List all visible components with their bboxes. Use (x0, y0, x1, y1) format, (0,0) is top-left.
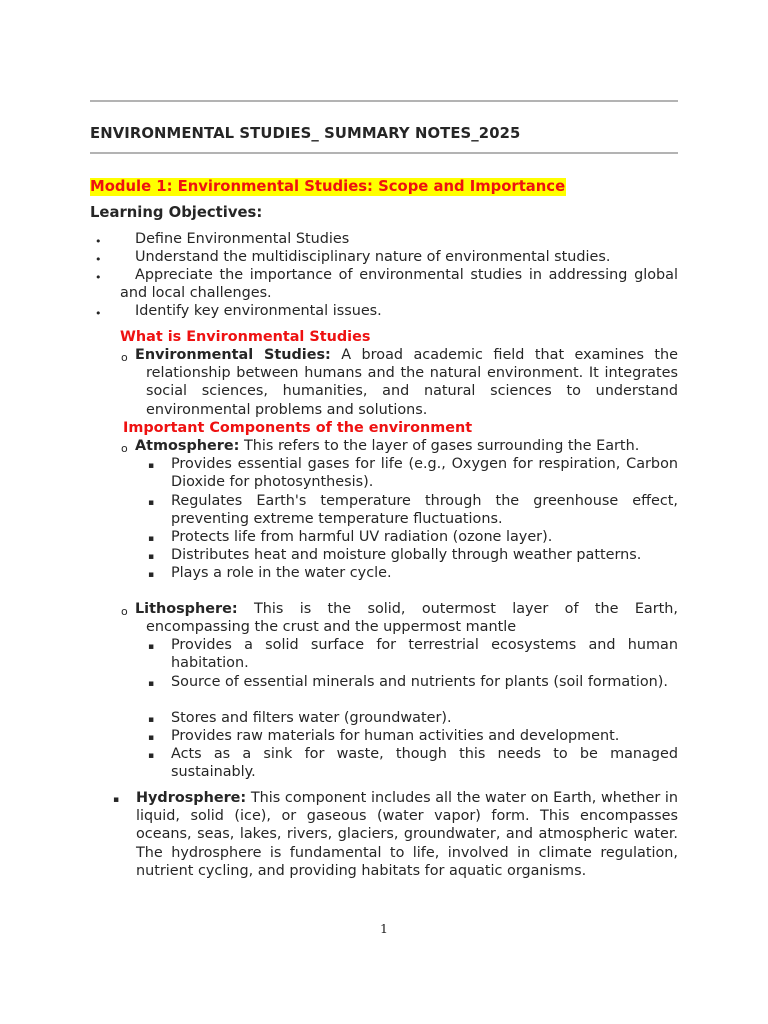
square-bullet-marker: ▪ (148, 570, 155, 580)
lithosphere-point: Provides a solid surface for terrestrial ecosystems and human habitation. (171, 637, 678, 672)
bullet-marker: • (95, 307, 102, 320)
square-bullet-marker: ▪ (148, 498, 155, 508)
atmosphere-point: Distributes heat and moisture globally through weather patterns. (171, 547, 642, 563)
lithosphere-point: Acts as a sink for waste, though this needs to be managed sustainably. (171, 746, 678, 781)
title-divider (90, 152, 678, 154)
lithosphere-description: This is the solid, outermost layer of the Earth, encompassing the crust and the uppermost mantle (146, 601, 678, 636)
square-bullet-marker: ▪ (148, 715, 155, 725)
circle-bullet-marker: o (121, 605, 128, 618)
atmosphere-item (135, 437, 678, 455)
section-heading-what-is: What is Environmental Studies (120, 329, 371, 345)
definition-item (135, 346, 678, 419)
definition-text: A broad academic field that examines the relationship between humans and the natural environment. It integrates social sciences, humanities, and natural sciences to understand environmental problems and solutions. (146, 347, 678, 418)
lithosphere-point: Stores and filters water (groundwater). (171, 710, 452, 726)
square-bullet-marker: ▪ (148, 733, 155, 743)
section-heading-components: Important Components of the environment (123, 420, 473, 436)
square-bullet-marker: ▪ (148, 534, 155, 544)
lithosphere-point: Provides raw materials for human activities and development. (171, 728, 620, 744)
square-bullet-marker: ▪ (148, 552, 155, 562)
hydrosphere-item (136, 789, 678, 880)
objective-item: Appreciate the importance of environmental studies in addressing global and local challenges. (120, 267, 678, 302)
square-bullet-marker: ▪ (148, 461, 155, 471)
atmosphere-point: Protects life from harmful UV radiation (ozone layer). (171, 529, 553, 545)
atmosphere-point: Plays a role in the water cycle. (171, 565, 392, 581)
objectives-heading: Learning Objectives: (90, 204, 263, 221)
circle-bullet-marker: o (121, 442, 128, 455)
atmosphere-point: Provides essential gases for life (e.g., Oxygen for respiration, Carbon Dioxide for photosynthesis). (171, 456, 678, 491)
bullet-marker: • (95, 235, 102, 248)
lithosphere-item (135, 600, 678, 636)
term-label: Environmental Studies: (135, 347, 331, 363)
bullet-marker: • (95, 253, 102, 266)
circle-bullet-marker: o (121, 351, 128, 364)
atmosphere-point: Regulates Earth's temperature through the greenhouse effect, preventing extreme temperature fluctuations. (171, 493, 678, 528)
hydrosphere-description: This component includes all the water on Earth, whether in liquid, solid (ice), or gaseous (water vapor) form. This encompasses oceans, seas, lakes, rivers, glaciers, groundwater, and atmospheric water. The hydrosphere is fundamental to life, involved in climate regulation, nutrient cycling, and providing habitats for aquatic organisms. (136, 790, 679, 879)
page-number: 1 (380, 921, 388, 936)
term-label: Atmosphere: (135, 438, 240, 454)
top-divider (90, 100, 678, 102)
objective-item: Define Environmental Studies (135, 231, 350, 247)
term-label: Hydrosphere: (136, 790, 247, 806)
square-bullet-marker: ▪ (148, 751, 155, 761)
square-bullet-marker: ▪ (113, 795, 120, 805)
atmosphere-description: This refers to the layer of gases surrounding the Earth. (243, 438, 640, 454)
module-heading: Module 1: Environmental Studies: Scope and Importance (90, 178, 566, 195)
bullet-marker: • (95, 271, 102, 284)
objective-item: Identify key environmental issues. (135, 303, 382, 319)
term-label: Lithosphere: (135, 601, 238, 617)
square-bullet-marker: ▪ (148, 679, 155, 689)
document-title: ENVIRONMENTAL STUDIES_ SUMMARY NOTES_2025 (90, 125, 521, 142)
objective-item: Understand the multidisciplinary nature of environmental studies. (135, 249, 611, 265)
square-bullet-marker: ▪ (148, 642, 155, 652)
lithosphere-point: Source of essential minerals and nutrients for plants (soil formation). (171, 674, 668, 690)
